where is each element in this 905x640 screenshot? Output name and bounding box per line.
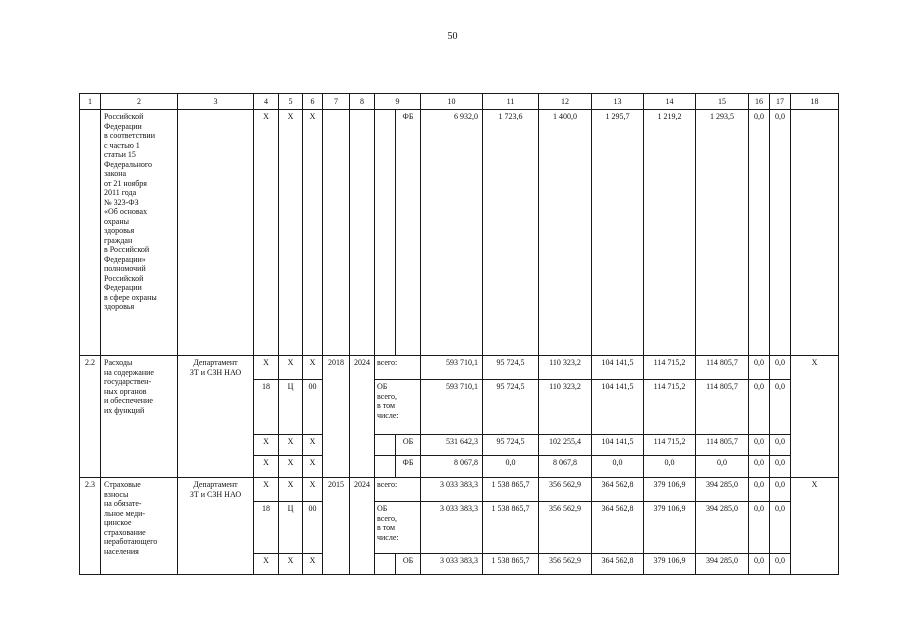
code-cell: Х <box>303 110 323 356</box>
value-cell: 0,0 <box>592 456 644 478</box>
value-cell: 114 715,2 <box>644 435 696 456</box>
col-num-16: 16 <box>749 94 770 110</box>
code-cell: Х <box>279 478 303 502</box>
value-cell: 104 141,5 <box>592 356 644 380</box>
value-cell: 0,0 <box>749 554 770 575</box>
table-row <box>80 110 839 356</box>
value-cell: 114 715,2 <box>644 380 696 435</box>
end-year-cell <box>350 110 375 356</box>
funding-source-cell: ОБ всего, в том числе: <box>375 380 421 435</box>
value-cell: 114 805,7 <box>696 356 749 380</box>
table-row <box>80 478 839 502</box>
spacer-cell <box>375 554 396 575</box>
row-number-cell: 2.3 <box>80 478 101 575</box>
value-cell: 379 106,9 <box>644 478 696 502</box>
code-cell: Х <box>254 110 279 356</box>
value-cell: 356 562,9 <box>539 502 592 554</box>
value-cell: 0,0 <box>749 502 770 554</box>
value-cell: 95 724,5 <box>483 356 539 380</box>
value-cell: 356 562,9 <box>539 478 592 502</box>
value-cell: 379 106,9 <box>644 554 696 575</box>
value-cell: 364 562,8 <box>592 502 644 554</box>
note-cell <box>791 110 839 356</box>
value-cell: 114 715,2 <box>644 356 696 380</box>
value-cell: 8 067,8 <box>421 456 483 478</box>
value-cell: 593 710,1 <box>421 356 483 380</box>
value-cell: 0,0 <box>749 435 770 456</box>
funding-source-cell: ОБ <box>396 435 421 456</box>
value-cell: 394 285,0 <box>696 554 749 575</box>
start-year-cell: 2018 <box>323 356 350 478</box>
value-cell: 104 141,5 <box>592 435 644 456</box>
value-cell: 531 642,3 <box>421 435 483 456</box>
col-num-5: 5 <box>279 94 303 110</box>
value-cell: 0,0 <box>749 478 770 502</box>
col-num-14: 14 <box>644 94 696 110</box>
funding-source-cell: ОБ всего, в том числе: <box>375 502 421 554</box>
code-cell: Х <box>279 356 303 380</box>
value-cell: 1 219,2 <box>644 110 696 356</box>
value-cell: 95 724,5 <box>483 380 539 435</box>
col-num-10: 10 <box>421 94 483 110</box>
budget-table <box>79 93 839 575</box>
value-cell: 104 141,5 <box>592 380 644 435</box>
col-num-11: 11 <box>483 94 539 110</box>
value-cell: 364 562,8 <box>592 554 644 575</box>
col-num-4: 4 <box>254 94 279 110</box>
col-num-8: 8 <box>350 94 375 110</box>
value-cell: 95 724,5 <box>483 435 539 456</box>
start-year-cell <box>323 110 350 356</box>
value-cell: 394 285,0 <box>696 478 749 502</box>
end-year-cell: 2024 <box>350 356 375 478</box>
value-cell: 356 562,9 <box>539 554 592 575</box>
code-cell: Х <box>254 554 279 575</box>
value-cell: 1 538 865,7 <box>483 502 539 554</box>
value-cell: 0,0 <box>770 380 791 435</box>
spacer-cell <box>375 110 396 356</box>
col-num-1: 1 <box>80 94 101 110</box>
value-cell: 3 033 383,3 <box>421 478 483 502</box>
code-cell: Х <box>254 435 279 456</box>
value-cell: 110 323,2 <box>539 380 592 435</box>
funding-source-cell: ФБ <box>396 456 421 478</box>
value-cell: 3 033 383,3 <box>421 554 483 575</box>
value-cell: 1 538 865,7 <box>483 554 539 575</box>
value-cell: 110 323,2 <box>539 356 592 380</box>
spacer-cell <box>375 456 396 478</box>
value-cell: 0,0 <box>770 456 791 478</box>
value-cell: 0,0 <box>696 456 749 478</box>
code-cell: Х <box>303 435 323 456</box>
code-cell: 18 <box>254 380 279 435</box>
value-cell: 0,0 <box>770 110 791 356</box>
value-cell: 0,0 <box>749 380 770 435</box>
value-cell: 0,0 <box>749 356 770 380</box>
value-cell: 364 562,8 <box>592 478 644 502</box>
col-num-17: 17 <box>770 94 791 110</box>
code-cell: Ц <box>279 380 303 435</box>
col-num-15: 15 <box>696 94 749 110</box>
row-name-cell: Страховые взносы на обязате- льное меди- цинское страхование неработающего населения <box>101 478 178 575</box>
column-number-row <box>80 94 839 110</box>
value-cell: 1 400,0 <box>539 110 592 356</box>
value-cell: 0,0 <box>749 110 770 356</box>
department-cell <box>178 110 254 356</box>
col-num-7: 7 <box>323 94 350 110</box>
note-cell: Х <box>791 356 839 478</box>
value-cell: 114 805,7 <box>696 380 749 435</box>
code-cell: 00 <box>303 502 323 554</box>
code-cell: Х <box>303 356 323 380</box>
row-name-cell: Расходы на содержание государствен- ных органов и обеспечение их функций <box>101 356 178 478</box>
code-cell: Х <box>303 456 323 478</box>
value-cell: 6 932,0 <box>421 110 483 356</box>
end-year-cell: 2024 <box>350 478 375 575</box>
value-cell: 593 710,1 <box>421 380 483 435</box>
code-cell: Х <box>254 478 279 502</box>
value-cell: 394 285,0 <box>696 502 749 554</box>
col-num-18: 18 <box>791 94 839 110</box>
funding-source-cell: всего: <box>375 478 421 502</box>
value-cell: 0,0 <box>644 456 696 478</box>
row-name-cell: Российской Федерации в соответствии с частью 1 статьи 15 Федерального закона от 21 ноября 2011 года № 323-ФЗ «Об основах охраны здоровья граждан в Российской Федерации» полномочий Российской Федерации в сфере охраны здоровья <box>101 110 178 356</box>
start-year-cell: 2015 <box>323 478 350 575</box>
code-cell: Ц <box>279 502 303 554</box>
code-cell: Х <box>303 478 323 502</box>
department-cell: Департамент ЗТ и СЗН НАО <box>178 356 254 478</box>
code-cell: 00 <box>303 380 323 435</box>
code-cell: Х <box>303 554 323 575</box>
value-cell: 114 805,7 <box>696 435 749 456</box>
code-cell: Х <box>279 110 303 356</box>
value-cell: 0,0 <box>770 502 791 554</box>
row-number-cell: 2.2 <box>80 356 101 478</box>
col-num-3: 3 <box>178 94 254 110</box>
funding-source-cell: ФБ <box>396 110 421 356</box>
value-cell: 1 723,6 <box>483 110 539 356</box>
value-cell: 8 067,8 <box>539 456 592 478</box>
code-cell: Х <box>279 435 303 456</box>
col-num-13: 13 <box>592 94 644 110</box>
page-number: 50 <box>447 31 458 42</box>
value-cell: 0,0 <box>770 478 791 502</box>
value-cell: 0,0 <box>749 456 770 478</box>
code-cell: Х <box>254 356 279 380</box>
value-cell: 1 293,5 <box>696 110 749 356</box>
code-cell: Х <box>279 554 303 575</box>
col-num-2: 2 <box>101 94 178 110</box>
value-cell: 0,0 <box>770 554 791 575</box>
spacer-cell <box>375 435 396 456</box>
code-cell: Х <box>279 456 303 478</box>
table-row <box>80 356 839 380</box>
value-cell: 379 106,9 <box>644 502 696 554</box>
col-num-9: 9 <box>375 94 421 110</box>
funding-source-cell: ОБ <box>396 554 421 575</box>
value-cell: 1 295,7 <box>592 110 644 356</box>
value-cell: 102 255,4 <box>539 435 592 456</box>
value-cell: 0,0 <box>483 456 539 478</box>
row-number-cell <box>80 110 101 356</box>
code-cell: Х <box>254 456 279 478</box>
value-cell: 1 538 865,7 <box>483 478 539 502</box>
department-cell: Департамент ЗТ и СЗН НАО <box>178 478 254 575</box>
note-cell: Х <box>791 478 839 575</box>
value-cell: 0,0 <box>770 435 791 456</box>
code-cell: 18 <box>254 502 279 554</box>
funding-source-cell: всего: <box>375 356 421 380</box>
col-num-6: 6 <box>303 94 323 110</box>
value-cell: 3 033 383,3 <box>421 502 483 554</box>
col-num-12: 12 <box>539 94 592 110</box>
value-cell: 0,0 <box>770 356 791 380</box>
